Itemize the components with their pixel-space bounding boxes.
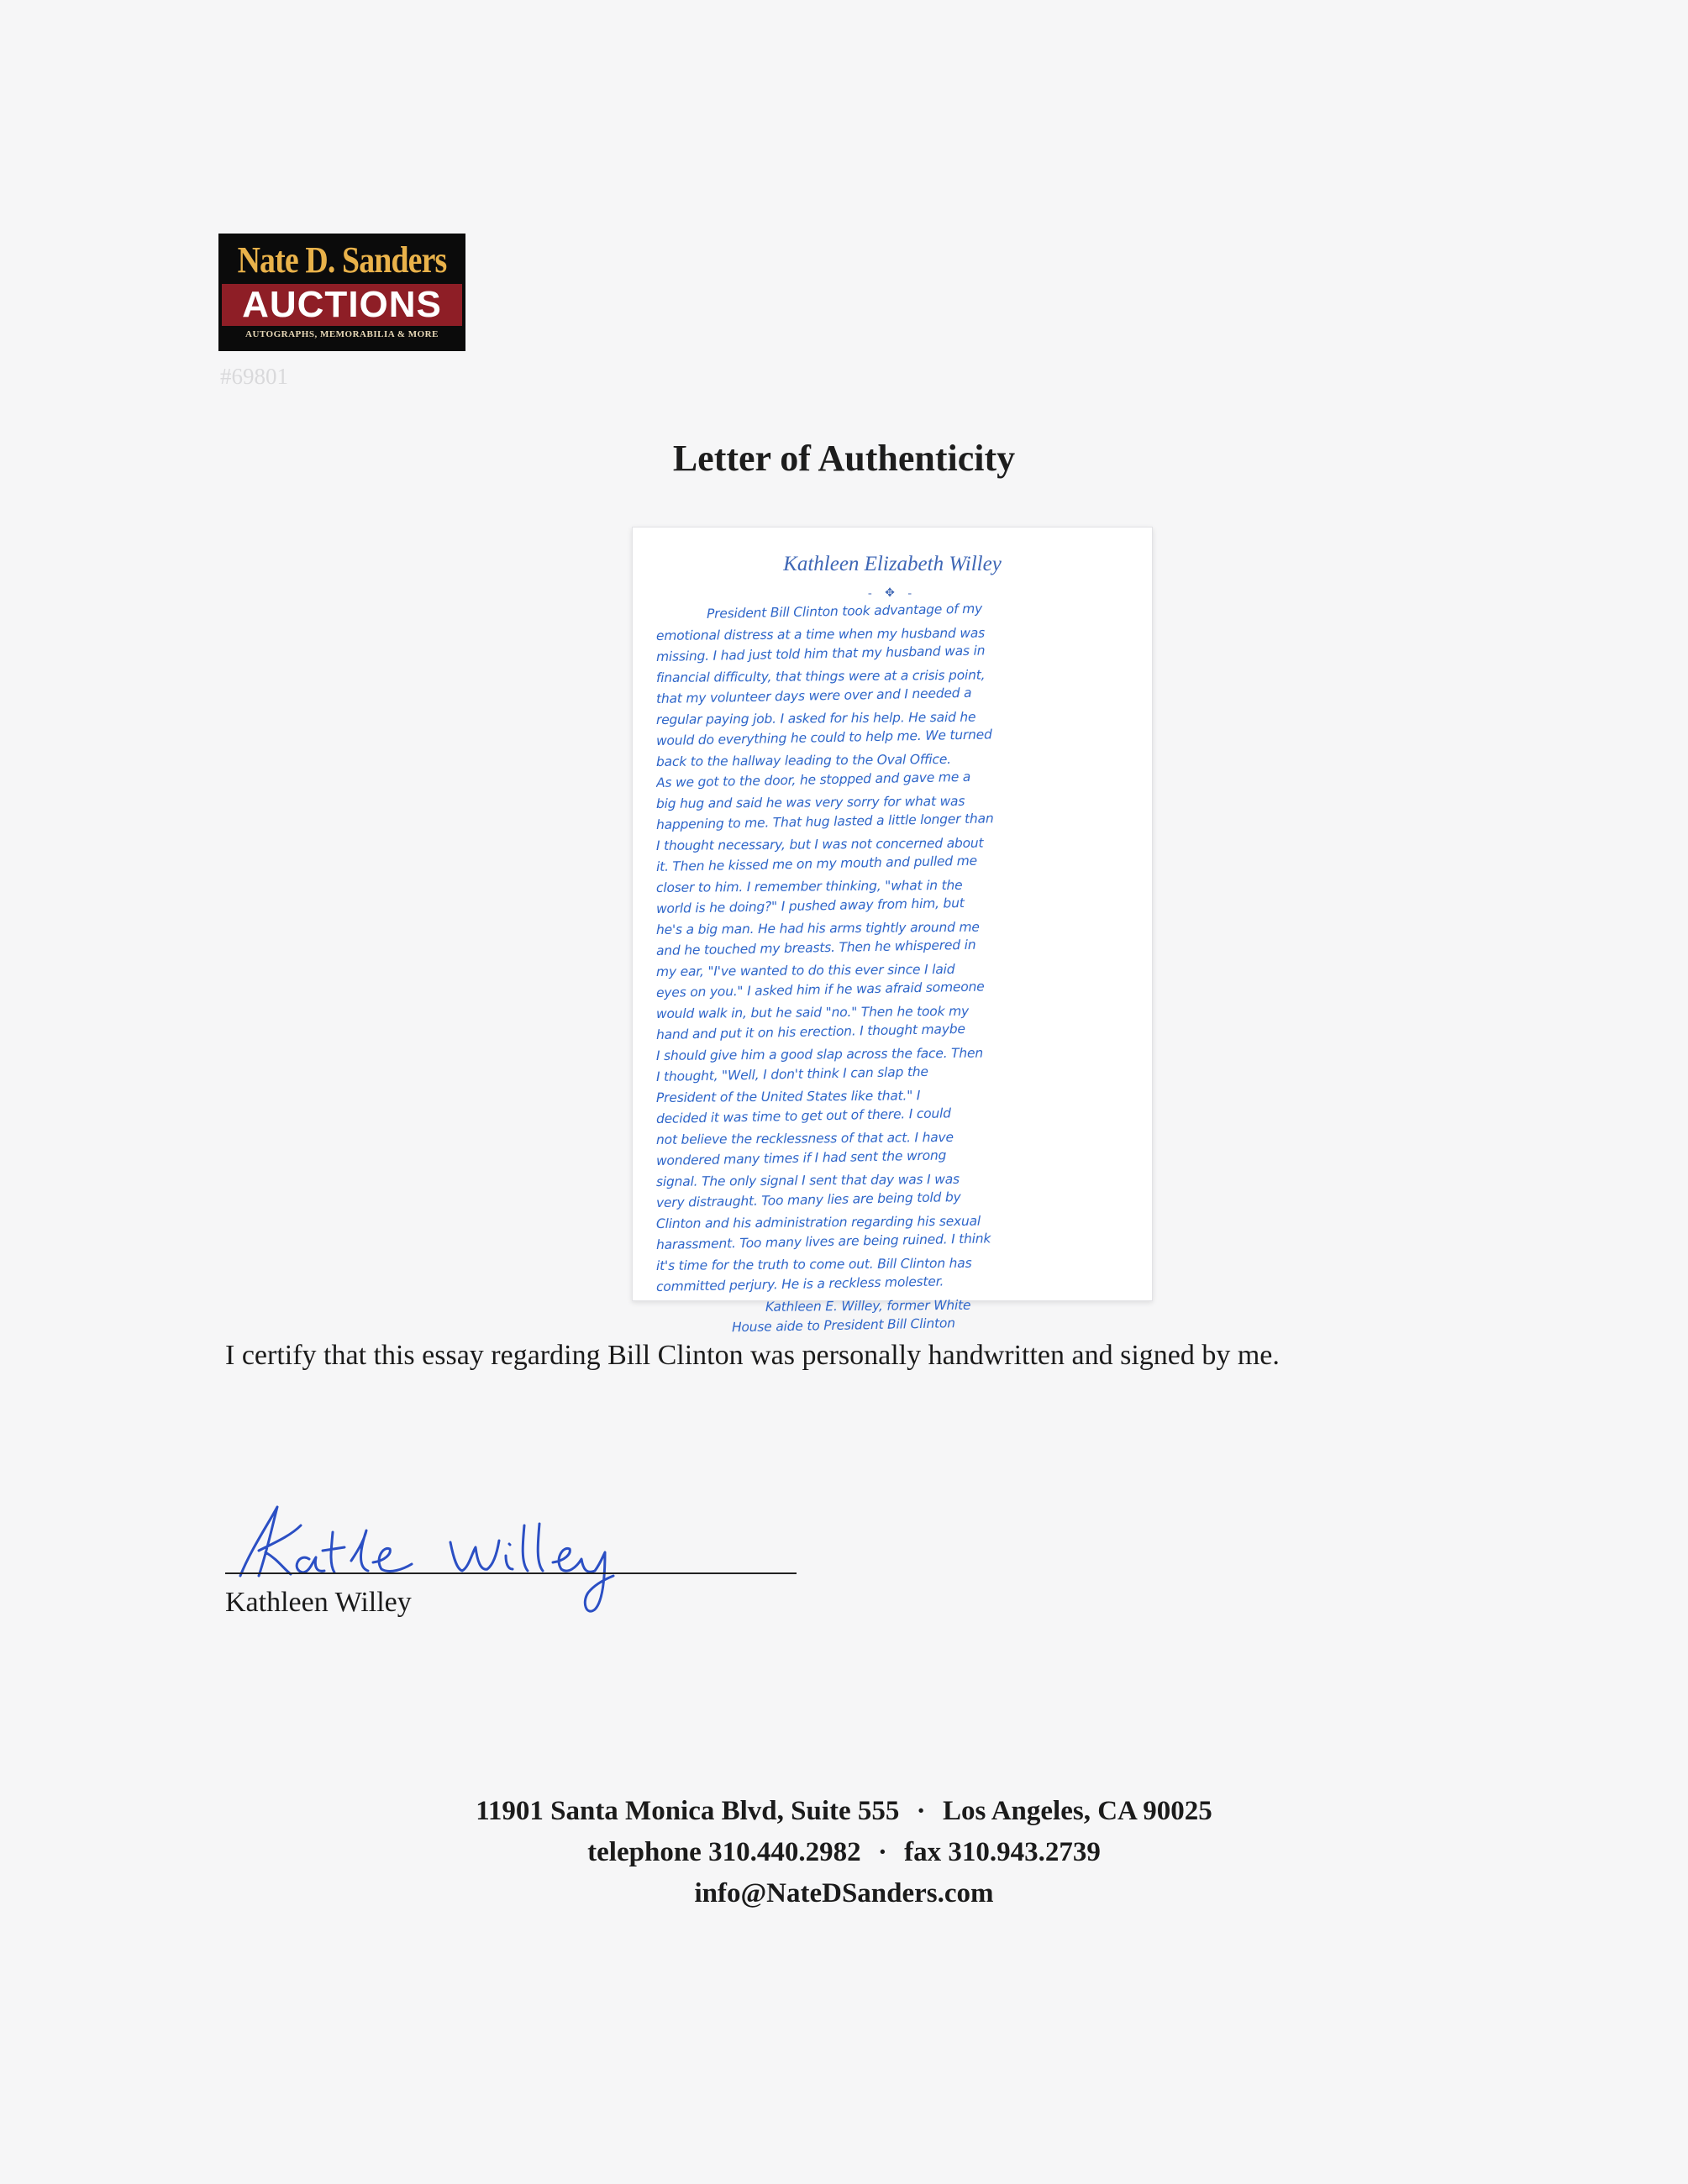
handwritten-letter-image: [632, 527, 1153, 1336]
footer-city: Los Angeles, CA 90025: [942, 1796, 1212, 1826]
letter-line: very distraught. Too many lies are being told by: [655, 1189, 961, 1210]
letter-line: it. Then he kissed me on my mouth and pulled me: [655, 853, 978, 874]
footer-contact: [0, 1791, 1688, 1914]
letter-line: not believe the recklessness of that act. I have: [655, 1129, 954, 1147]
letter-line: and he touched my breasts. Then he whispered in: [655, 937, 976, 958]
letter-line: signal. The only signal I sent that day was I was: [655, 1171, 960, 1189]
footer-email[interactable]: info@NateDSanders.com: [694, 1878, 994, 1908]
certification-statement: I certify that this essay regarding Bill Clinton was personally handwritten and signed by me.: [225, 1340, 1280, 1371]
letter-line: I thought necessary, but I was not concerned about: [655, 835, 984, 853]
letter-line: he's a big man. He had his arms tightly around me: [655, 919, 980, 937]
footer-address-line: [0, 1791, 1688, 1832]
page-title: Letter of Authenticity: [672, 438, 1016, 479]
letter-line: President Bill Clinton took advantage of my: [706, 601, 983, 622]
footer-email-line: [0, 1873, 1688, 1914]
letter-line: back to the hallway leading to the Oval Office.: [655, 751, 951, 769]
letter-line: emotional distress at a time when my husband was: [655, 625, 986, 643]
logo-name: Nate D. Sanders: [237, 239, 447, 281]
letter-line: wondered many times if I had sent the wrong: [655, 1147, 947, 1168]
letter-line: President of the United States like that." I: [655, 1088, 921, 1105]
letter-line: hand and put it on his erection. I thought maybe: [655, 1021, 965, 1042]
letter-line: I thought, "Well, I don't think I can slap the: [655, 1063, 928, 1084]
item-number: #69801: [220, 364, 288, 389]
letterhead: Kathleen Elizabeth Willey: [783, 553, 1002, 575]
letter-line: closer to him. I remember thinking, "what in the: [655, 877, 963, 895]
logo-tagline: AUTOGRAPHS, MEMORABILIA & MORE: [245, 329, 439, 339]
letter-line: would walk in, but he said "no." Then he took my: [655, 1003, 969, 1021]
letter-line: it's time for the truth to come out. Bill Clinton has: [655, 1255, 972, 1273]
letter-line: harassment. Too many lives are being ruined. I think: [655, 1231, 991, 1252]
letter-line: world is he doing?" I pushed away from him, but: [655, 895, 965, 916]
letter-line: financial difficulty, that things were at a crisis point,: [655, 667, 986, 685]
ornament-icon: - ✥ -: [867, 587, 918, 600]
letter-line: Clinton and his administration regarding his sexual: [655, 1213, 981, 1231]
letter-body: [655, 601, 1135, 1340]
letter-line: big hug and said he was very sorry for what was: [655, 793, 965, 811]
logo-auctions: AUCTIONS: [222, 284, 462, 326]
letter-line: happening to me. That hug lasted a little longer than: [655, 811, 994, 832]
footer-fax: fax 310.943.2739: [904, 1837, 1101, 1867]
footer-address: 11901 Santa Monica Blvd, Suite 555: [476, 1796, 900, 1826]
footer-phone-line: [0, 1832, 1688, 1873]
signature-line: [225, 1572, 797, 1574]
letter-line: that my volunteer days were over and I needed a: [655, 685, 972, 706]
signer-name: Kathleen Willey: [225, 1587, 412, 1618]
letter-line: decided it was time to get out of there. I could: [655, 1105, 952, 1126]
letter-line: Kathleen E. Willey, former White: [765, 1297, 971, 1315]
footer-separator: ·: [877, 1837, 887, 1867]
nate-d-sanders-logo: [218, 234, 465, 351]
letter-line: House aide to President Bill Clinton: [731, 1315, 955, 1336]
letter-line: regular paying job. I asked for his help. He said he: [655, 709, 976, 727]
letter-line: As we got to the door, he stopped and gave me a: [655, 769, 971, 790]
footer-telephone: telephone 310.440.2982: [587, 1837, 861, 1867]
letter-line: my ear, "I've wanted to do this ever since I laid: [655, 961, 955, 979]
footer-separator: ·: [916, 1796, 926, 1826]
letter-line: eyes on you." I asked him if he was afraid someone: [655, 979, 985, 1000]
letter-line: I should give him a good slap across the face. Then: [655, 1045, 984, 1063]
letter-line: would do everything he could to help me. We turned: [655, 727, 992, 748]
letter-line: missing. I had just told him that my husband was in: [655, 643, 986, 664]
letter-line: committed perjury. He is a reckless molester.: [655, 1273, 944, 1294]
